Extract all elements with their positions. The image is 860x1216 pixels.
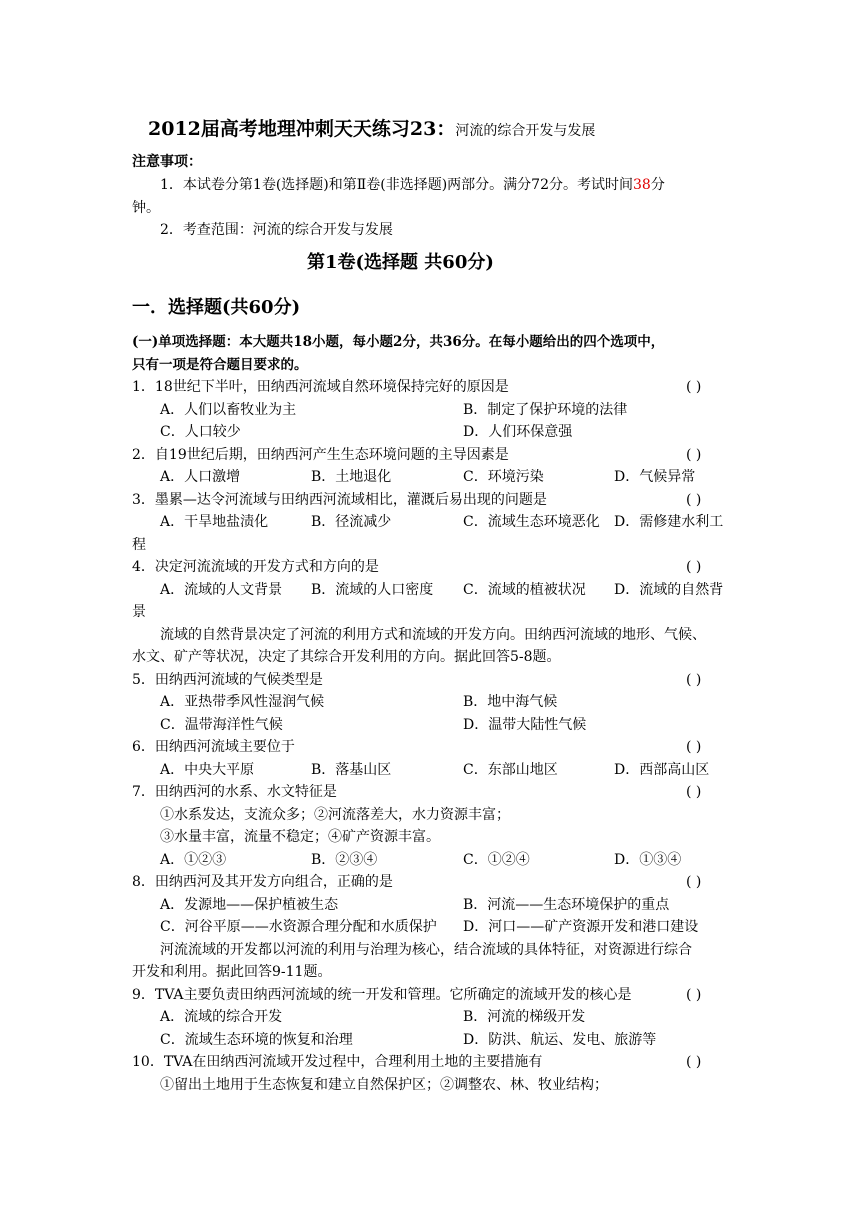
question-7-answer-bracket: ( ) bbox=[686, 784, 702, 800]
question-9-option-a: A．流域的综合开发 bbox=[160, 1009, 283, 1025]
question-9-option-b: B．河流的梯级开发 bbox=[463, 1009, 586, 1025]
passage-1-line-2: 水文、矿产等状况，决定了其综合开发利用的方向。据此回答5-8题。 bbox=[132, 649, 561, 665]
notes-item-2: 2．考查范围：河流的综合开发与发展 bbox=[160, 222, 393, 238]
question-4-option-d-cont: 景 bbox=[132, 604, 146, 620]
question-4-option-c: C．流域的植被状况 bbox=[463, 582, 586, 598]
question-3-option-b: B．径流减少 bbox=[311, 514, 392, 530]
question-7-statement-line-2: ③水量丰富，流量不稳定；④矿产资源丰富。 bbox=[160, 829, 440, 845]
document-title bbox=[148, 118, 595, 142]
question-8-answer-bracket: ( ) bbox=[686, 874, 702, 890]
question-1-option-c: C．人口较少 bbox=[160, 424, 241, 440]
passage-1-line-1: 流域的自然背景决定了河流的利用方式和流域的开发方向。田纳西河流域的地形、气候、 bbox=[160, 627, 706, 643]
question-1-option-d: D．人们环保意强 bbox=[463, 424, 573, 440]
question-10-answer-bracket: ( ) bbox=[686, 1054, 702, 1070]
question-7-statement-line-1: ①水系发达，支流众多；②河流落差大，水力资源丰富； bbox=[160, 807, 510, 823]
question-4-option-d: D．流域的自然背 bbox=[614, 582, 724, 598]
question-3-option-a: A．干旱地盐渍化 bbox=[160, 514, 269, 530]
question-2-option-d: D．气候异常 bbox=[614, 469, 696, 485]
question-3-option-d-cont: 程 bbox=[132, 537, 146, 553]
part-title: 一．选择题(共60分) bbox=[132, 297, 301, 318]
question-7-option-c: C．①②④ bbox=[463, 852, 530, 868]
question-6-answer-bracket: ( ) bbox=[686, 739, 702, 755]
question-9-stem: 9．TVA主要负责田纳西河流域的统一开发和管理。它所确定的流域开发的核心是 bbox=[132, 987, 632, 1003]
question-3-answer-bracket: ( ) bbox=[686, 492, 702, 508]
title-main: 2012届高考地理冲刺天天练习23： bbox=[148, 118, 456, 140]
question-1-stem: 1．18世纪下半叶，田纳西河流域自然环境保持完好的原因是 bbox=[132, 379, 509, 395]
question-8-option-b: B．河流——生态环境保护的重点 bbox=[463, 897, 670, 913]
question-7-stem: 7．田纳西河的水系、水文特征是 bbox=[132, 784, 337, 800]
exam-time-value: 38 bbox=[633, 177, 651, 193]
instructions-line-1: (一)单项选择题：本大题共18小题，每小题2分，共36分。在每小题给出的四个选项中， bbox=[132, 334, 665, 350]
instructions-line-2: 只有一项是符合题目要求的。 bbox=[132, 357, 308, 373]
question-7-option-b: B．②③④ bbox=[311, 852, 378, 868]
question-2-option-a: A．人口激增 bbox=[160, 469, 241, 485]
question-8-option-c: C．河谷平原——水资源合理分配和水质保护 bbox=[160, 919, 437, 935]
question-8-stem: 8．田纳西河及其开发方向组合，正确的是 bbox=[132, 874, 393, 890]
question-6-option-c: C．东部山地区 bbox=[463, 762, 558, 778]
question-2-option-b: B．土地退化 bbox=[311, 469, 392, 485]
question-5-option-d: D．温带大陆性气候 bbox=[463, 717, 587, 733]
question-3-option-c: C．流域生态环境恶化 bbox=[463, 514, 600, 530]
question-8-option-d: D．河口——矿产资源开发和港口建设 bbox=[463, 919, 699, 935]
question-4-stem: 4．决定河流流域的开发方式和方向的是 bbox=[132, 559, 379, 575]
question-9-option-d: D．防洪、航运、发电、旅游等 bbox=[463, 1032, 657, 1048]
question-5-answer-bracket: ( ) bbox=[686, 672, 702, 688]
question-2-answer-bracket: ( ) bbox=[686, 447, 702, 463]
notes-item-1-unit: 分 bbox=[650, 177, 665, 193]
question-2-stem: 2．自19世纪后期，田纳西河产生生态环境问题的主导因素是 bbox=[132, 447, 509, 463]
question-3-stem: 3．墨累—达令河流域与田纳西河流域相比，灌溉后易出现的问题是 bbox=[132, 492, 547, 508]
question-4-option-a: A．流域的人文背景 bbox=[160, 582, 283, 598]
title-subtitle: 河流的综合开发与发展 bbox=[455, 123, 596, 139]
question-1-answer-bracket: ( ) bbox=[686, 379, 702, 395]
notes-item-1-cont: 钟。 bbox=[132, 200, 160, 216]
passage-2-line-1: 河流流域的开发都以河流的利用与治理为核心，结合流域的具体特征，对资源进行综合 bbox=[160, 942, 692, 958]
question-6-option-a: A．中央大平原 bbox=[160, 762, 255, 778]
volume-title: 第1卷(选择题 共60分) bbox=[307, 252, 494, 273]
question-5-option-c: C．温带海洋性气候 bbox=[160, 717, 283, 733]
question-3-option-d: D．需修建水利工 bbox=[614, 514, 724, 530]
question-6-stem: 6．田纳西河流域主要位于 bbox=[132, 739, 295, 755]
question-4-answer-bracket: ( ) bbox=[686, 559, 702, 575]
question-4-option-b: B．流域的人口密度 bbox=[311, 582, 434, 598]
question-5-stem: 5．田纳西河流域的气候类型是 bbox=[132, 672, 323, 688]
notes-item-1-text: 1．本试卷分第1卷(选择题)和第Ⅱ卷(非选择题)两部分。满分72分。考试时间 bbox=[160, 177, 633, 193]
question-1-option-a: A．人们以畜牧业为主 bbox=[160, 402, 297, 418]
question-5-option-a: A．亚热带季风性湿润气候 bbox=[160, 694, 325, 710]
notes-heading: 注意事项： bbox=[132, 154, 202, 170]
question-9-option-c: C．流域生态环境的恢复和治理 bbox=[160, 1032, 353, 1048]
question-1-option-b: B．制定了保护环境的法律 bbox=[463, 402, 628, 418]
passage-2-line-2: 开发和利用。据此回答9-11题。 bbox=[132, 964, 332, 980]
question-10-statement-line-1: ①留出土地用于生态恢复和建立自然保护区；②调整农、林、牧业结构； bbox=[160, 1077, 608, 1093]
question-10-stem: 10．TVA在田纳西河流域开发过程中，合理利用土地的主要措施有 bbox=[132, 1054, 543, 1070]
question-9-answer-bracket: ( ) bbox=[686, 987, 702, 1003]
question-6-option-d: D．西部高山区 bbox=[614, 762, 710, 778]
question-7-option-d: D．①③④ bbox=[614, 852, 682, 868]
question-8-option-a: A．发源地——保护植被生态 bbox=[160, 897, 339, 913]
question-2-option-c: C．环境污染 bbox=[463, 469, 544, 485]
question-7-option-a: A．①②③ bbox=[160, 852, 227, 868]
question-6-option-b: B．落基山区 bbox=[311, 762, 392, 778]
question-5-option-b: B．地中海气候 bbox=[463, 694, 558, 710]
notes-item-1 bbox=[160, 174, 665, 196]
